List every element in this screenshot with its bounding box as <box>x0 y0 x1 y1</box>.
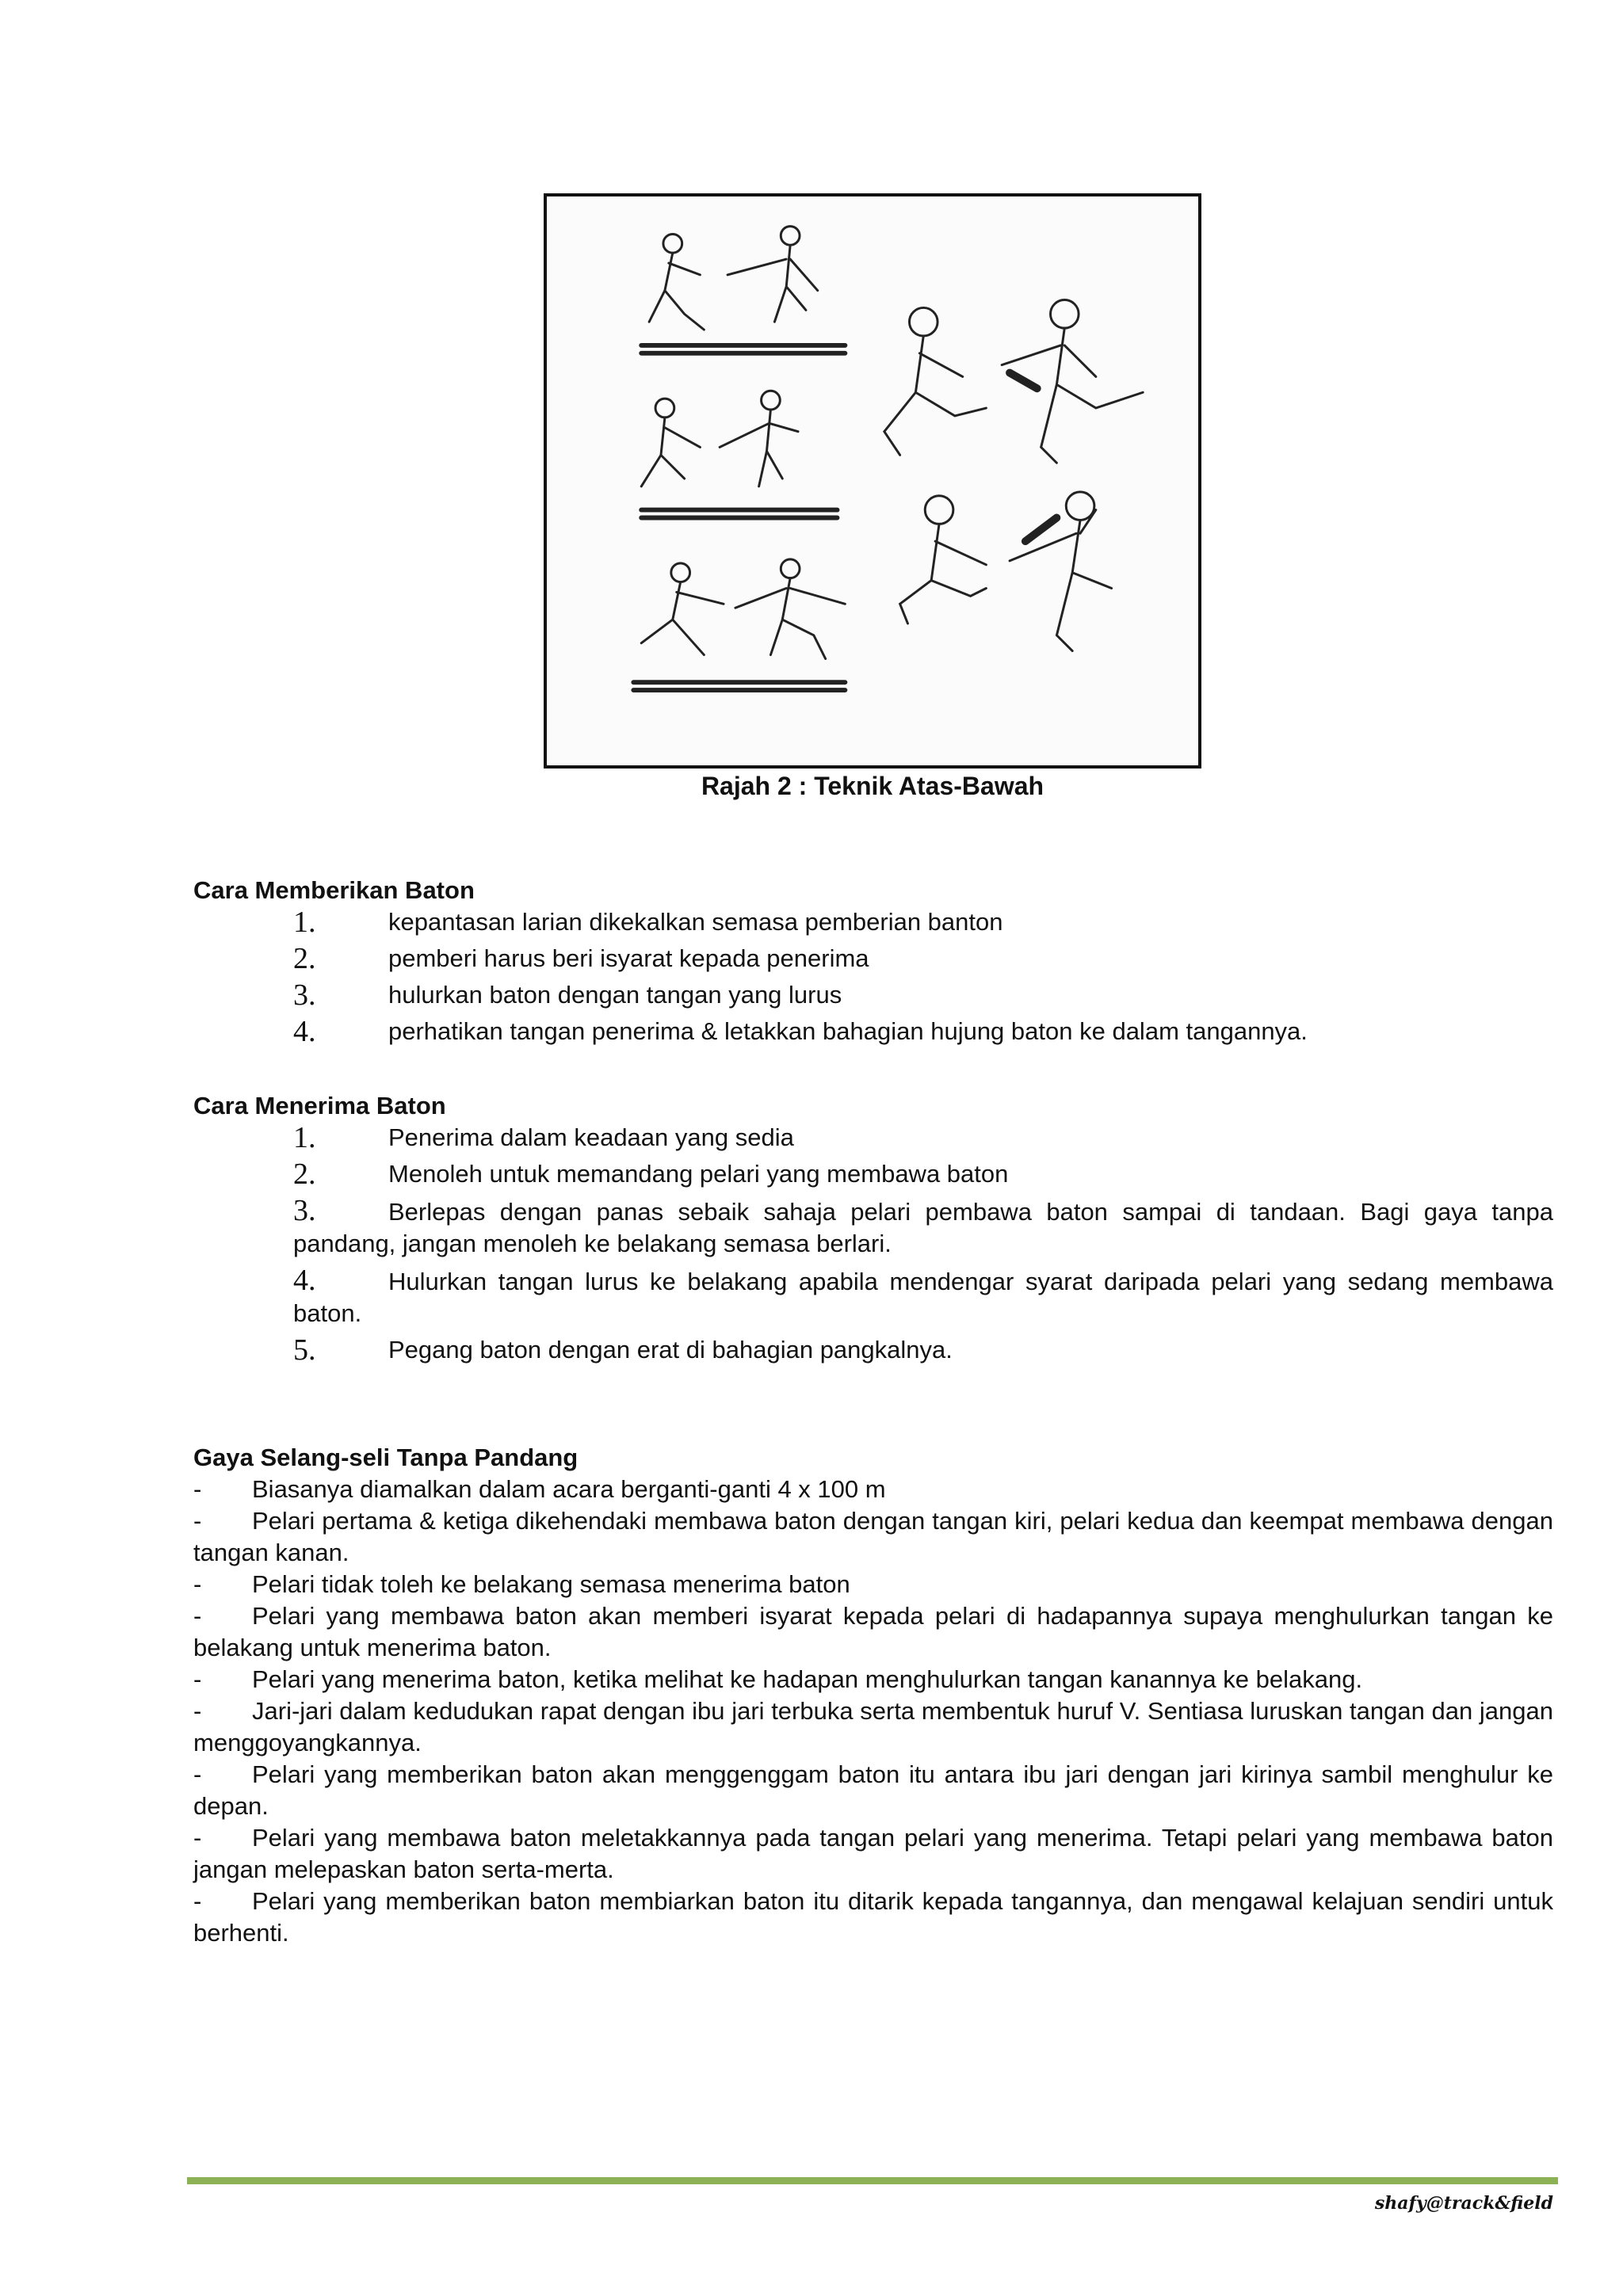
figure-caption: Rajah 2 : Teknik Atas-Bawah <box>701 772 1044 800</box>
list-item: 3. hulurkan baton dengan tangan yang lurus <box>293 978 842 1012</box>
footer-divider <box>187 2177 1558 2184</box>
list-item: - Jari-jari dalam kedudukan rapat dengan ibu jari terbuka serta membentuk huruf V. Sentiasa luruskan tangan dan jangan menggoyangkannya. <box>193 1697 1553 1756</box>
list-item: - Pelari yang memberikan baton akan menggenggam baton itu antara ibu jari dengan jari kirinya sambil menghulur ke depan. <box>193 1760 1553 1820</box>
alternate-heading: Gaya Selang-seli Tanpa Pandang <box>193 1444 579 1471</box>
list-item: 4. Hulurkan tangan lurus ke belakang apabila mendengar syarat daripada pelari yang sedang membawa baton. <box>293 1264 1553 1327</box>
pair-4 <box>884 300 1143 463</box>
receiving-steps <box>193 1122 1553 1366</box>
footer-signature: shafy@track&field <box>1374 2193 1553 2214</box>
pair-1 <box>641 227 845 353</box>
giving-section <box>193 875 1553 1052</box>
list-item: - Pelari yang membawa baton meletakkannya pada tangan pelari yang menerima. Tetapi pelari yang membawa baton jangan melepaskan baton serta-merta. <box>193 1824 1553 1883</box>
list-item: - Pelari yang membawa baton akan memberi isyarat kepada pelari di hadapannya supaya menghulurkan tangan ke belakang untuk menerima baton. <box>193 1602 1553 1661</box>
list-item: - Pelari tidak toleh ke belakang semasa menerima baton <box>193 1570 850 1598</box>
list-item: - Pelari pertama & ketiga dikehendaki membawa baton dengan tangan kiri, pelari kedua dan keempat membawa dengan tangan kanan. <box>193 1507 1553 1566</box>
list-item: 1. kepantasan larian dikekalkan semasa pemberian banton <box>293 906 1003 939</box>
pair-5 <box>900 492 1112 651</box>
list-item: - Pelari yang menerima baton, ketika melihat ke hadapan menghulurkan tangan kanannya ke belakang. <box>193 1665 1363 1693</box>
list-item: 5. Pegang baton dengan erat di bahagian pangkalnya. <box>293 1333 953 1367</box>
list-item: 2. pemberi harus beri isyarat kepada penerima <box>293 942 869 975</box>
pair-3 <box>633 559 845 690</box>
alternate-section <box>193 1442 1553 1949</box>
list-item: 2. Menoleh untuk memandang pelari yang membawa baton <box>293 1158 1009 1191</box>
giving-steps <box>193 906 1553 1047</box>
receiving-heading: Cara Menerima Baton <box>193 1092 446 1119</box>
relay-illustration <box>544 193 1201 769</box>
relay-runners-drawing <box>547 196 1198 765</box>
list-item: 3. Berlepas dengan panas sebaik sahaja pelari pembawa baton sampai di tandaan. Bagi gaya tanpa pandang, jangan menoleh ke belakang semasa berlari. <box>293 1194 1553 1257</box>
giving-heading: Cara Memberikan Baton <box>193 876 475 904</box>
list-item: 1. Penerima dalam keadaan yang sedia <box>293 1121 794 1154</box>
receiving-section <box>193 1090 1553 1371</box>
pair-2 <box>641 391 837 517</box>
list-item: - Biasanya diamalkan dalam acara berganti-ganti 4 x 100 m <box>193 1475 886 1503</box>
list-item: - Pelari yang memberikan baton membiarkan baton itu ditarik kepada tangannya, dan mengawal kelajuan sendiri untuk berhenti. <box>193 1887 1553 1947</box>
list-item: 4. perhatikan tangan penerima & letakkan bahagian hujung baton ke dalam tangannya. <box>293 1015 1308 1048</box>
